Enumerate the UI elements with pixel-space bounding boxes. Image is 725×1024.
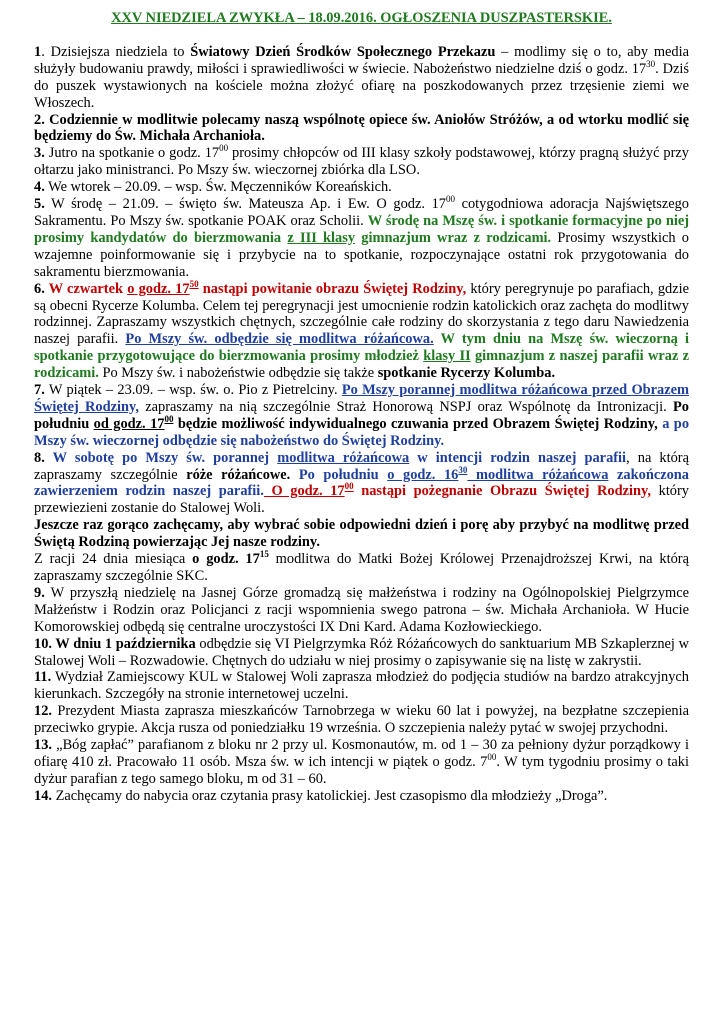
announcement-3: 3. Jutro na spotkanie o godz. $17^{00}$ prosimy chłopców od III klasy szkoły podstawowej, którzy pragną służyć przy ołtarzu jako ministranci. Po Mszy św. wieczornej zbiórka dla LSO. bbox=[34, 143, 689, 179]
item-number: 8. bbox=[34, 449, 45, 466]
item-number: 1 bbox=[34, 43, 42, 60]
announcement-1: 1. Dzisiejsza niedziela to Światowy Dzień Środków Społecznego Przekazu – modlimy się o to, aby media służyły budowaniu prawdy, miłości i sprawiedliwości w świecie. Nabożeństwo niedzielne dziś o godz. $17^{30}$. Dziś do puszek wystawionych na kościele można złożyć ofiarę na poszkodowanych przez trzęsienie ziemi we Włoszech. bbox=[34, 43, 689, 111]
item-number: 13. bbox=[34, 737, 52, 754]
announcement-8-exhortation: Jeszcze raz gorąco zachęcamy, aby wybrać sobie odpowiedni dzień i porę aby przybyć na modlitwę przed Świętą Rodziną powierzając Jej nasze rodziny. bbox=[34, 517, 689, 551]
announcement-4: 4. We wtorek – 20.09. – wsp. Św. Męczenników Koreańskich. bbox=[34, 179, 392, 196]
announcement-14: 14. Zachęcamy do nabycia oraz czytania prasy katolickiej. Jest czasopismo dla młodzieży „Droga”. bbox=[34, 787, 608, 804]
announcement-11: 11. Wydział Zamiejscowy KUL w Stalowej Woli zaprasza młodzież do podjęcia studiów na bardzo atrakcyjnych kierunkach. Szczegóły na stronie internetowej uczelni. bbox=[34, 669, 689, 703]
announcement-6: 6. W czwartek o godz. $17^{50}$ nastąpi powitanie obrazu Świętej Rodziny, który peregrynuje po parafiach, gdzie są obecni Rycerze Kolumba. Celem tej peregrynacji jest umocnienie rodzin katolickich oraz zachęta do modlitwy rodzinnej. Zapraszamy wszystkich chętnych, szczególnie całe rodziny do skorzystania z tego daru Nawiedzenia naszej parafii. Po Mszy św. odbędzie się modlitwa różańcowa. W tym dniu na Mszę św. wieczorną i spotkanie przygotowujące do bierzmowania prosimy młodzież klasy II gimnazjum z naszej parafii wraz z rodzicami. Po Mszy św. i nabożeństwie odbędzie się także spotkanie Rycerzy Kolumba. bbox=[34, 278, 689, 382]
announcement-10: 10. W dniu 1 października odbędzie się VI Pielgrzymka Róż Różańcowych do sanktuarium MB Szkaplerznej w Stalowej Woli – Rozwadowie. Chętnych do udziału w niej prosimy o zapisywanie się na listę w zakrystii. bbox=[34, 635, 689, 669]
item-number: 5. bbox=[34, 196, 45, 213]
announcement-2: 2. Codziennie w modlitwie polecamy naszą wspólnotę opiece św. Aniołów Stróżów, a od wtorku modlić się będziemy do Św. Michała Archanioła. bbox=[34, 111, 689, 145]
announcement-13: 13. „Bóg zapłać” parafianom z bloku nr 2 przy ul. Kosmonautów, m. od 1 – 30 za pełniony dyżur porządkowy i ofiarę 410 zł. Pracowało 11 osób. Msza św. w ich intencji w piątek o godz. $7^{00}$. W tym tygodniu prosimy o taki dyżur parafian z tego samego bloku, m od 31 – 60. bbox=[34, 737, 690, 787]
announcement-9: 9. W przyszłą niedzielę na Jasnej Górze gromadzą się małżeństwa i rodziny na Ogólnopolskiej Pielgrzymce Małżeństw i Rodzin oraz Policjanci z racji wspomnienia swego patrona – św. Michała Archanioła. W Hucie Komorowskiej odbędą się centralne uroczystości IX Dni Kard. Adama Kozłowieckiego. bbox=[34, 584, 689, 635]
announcement-7: 7. W piątek – 23.09. – wsp. św. o. Pio z Pietrelciny. Po Mszy porannej modlitwa różańcowa przed Obrazem Świętej Rodziny, zapraszamy na nią szczególnie Straż Honorową NSPJ oraz Wspólnotę da Intronizacji. Po południu od godz. $17^{00}$ będzie możliwość indywidualnego czuwania przed Obrazem Świętej Rodziny, a po Mszy św. wieczornej odbędzie się nabożeństwo do Świętej Rodziny. bbox=[34, 382, 690, 449]
item-number: 3. bbox=[34, 145, 45, 162]
item-number: 9. bbox=[34, 584, 45, 601]
item-number: 14. bbox=[34, 787, 52, 804]
announcement-12: 12. Prezydent Miasta zaprasza mieszkańców Tarnobrzega w wieku 60 lat i powyżej, na bezpłatne szczepienia przeciwko grypie. Akcja rusza od poniedziałku 19 września. O szczepienia należy pytać w swojej przychodni. bbox=[34, 703, 689, 737]
item-number: 7. bbox=[34, 382, 45, 399]
item-number: 4. bbox=[34, 179, 45, 196]
item-number: 6. bbox=[34, 280, 45, 297]
item-number: 10. bbox=[34, 635, 52, 652]
page-title: XXV NIEDZIELA ZWYKŁA – 18.09.2016. OGŁOSZENIA DUSZPASTERSKIE. bbox=[111, 10, 612, 26]
item-number: 12. bbox=[34, 703, 52, 720]
item-number: 2 bbox=[34, 111, 42, 128]
item-number: 11. bbox=[34, 669, 52, 686]
announcement-5: 5. W środę – 21.09. – święto św. Mateusza Ap. i Ew. O godz. $17^{00}$ cotygodniowa adoracja Najświętszego Sakramentu. Po Mszy św. spotkanie POAK oraz Scholii. W środę na Mszę św. i spotkanie formacyjne po niej prosimy kandydatów do bierzmowania z III klasy gimnazjum wraz z rodzicami. Prosimy wszystkich o wzajemne poinformowanie się i przybycie na to spotkanie, rozpoczynające ostatni rok przygotowania do sakramentu bierzmowania. bbox=[34, 194, 690, 280]
announcement-8-monthly-prayer: Z racji 24 dnia miesiąca o godz. $17^{15}$ modlitwa do Matki Bożej Królowej Przenajdroższej Krwi, na którą zapraszamy szczególnie SKC. bbox=[34, 549, 689, 584]
announcement-8: 8. W sobotę po Mszy św. porannej modlitwa różańcowa w intencji rodzin naszej parafii, na którą zapraszamy szczególnie róże różańcowe. Po południu o godz. $16^{30}$ modlitwa różańcowa zakończona zawierzeniem rodzin naszej parafii. O godz. $17^{00}$ nastąpi pożegnanie Obrazu Świętej Rodziny, który przewiezieni zostanie do Stalowej Woli. bbox=[34, 449, 689, 517]
